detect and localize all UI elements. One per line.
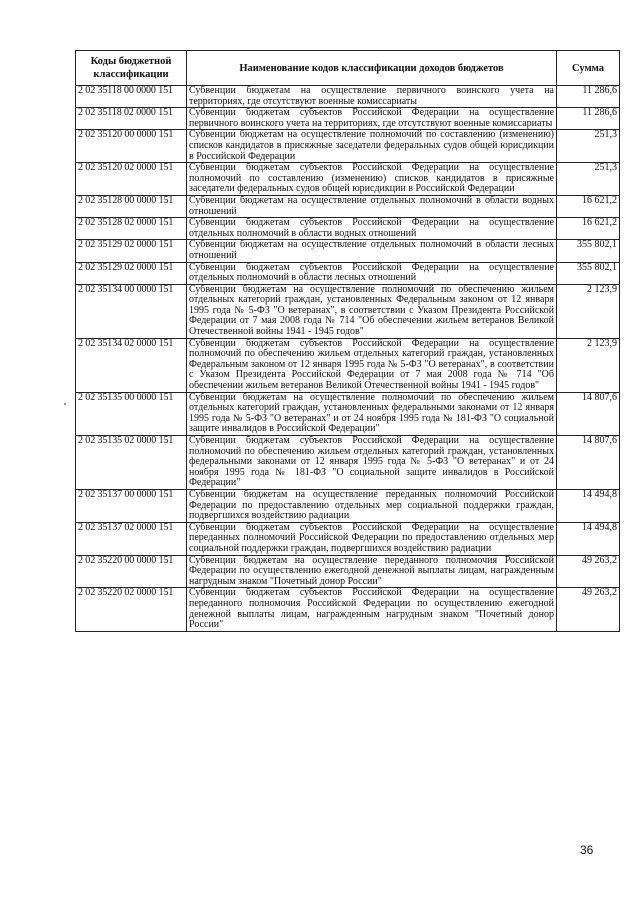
table-row <box>76 86 620 108</box>
row-sum: 251,3 <box>557 163 620 196</box>
row-name: Субвенции бюджетам на осуществление переданных полномочий Российской Федерации по предоставлению отдельных мер социальной поддержки граждан, подвергшихся воздействию радиации <box>187 489 557 522</box>
header-code: Коды бюджетной классификации <box>76 51 187 86</box>
row-code: 2 02 35135 02 0000 151 <box>76 436 187 490</box>
row-sum: 14 494,8 <box>557 489 620 522</box>
row-sum: 11 286,6 <box>557 86 620 108</box>
row-name: Субвенции бюджетам субъектов Российской Федерации на осуществление отдельных полномочий в области лесных отношений <box>187 262 557 284</box>
row-code: 2 02 35120 00 0000 151 <box>76 130 187 163</box>
page-number: 36 <box>580 843 594 857</box>
table-row <box>76 392 620 435</box>
row-name: Субвенции бюджетам субъектов Российской Федерации на осуществление первичного воинского учета на территориях, где отсутствуют военные комиссариаты <box>187 108 557 130</box>
row-code: 2 02 35128 02 0000 151 <box>76 218 187 240</box>
row-code: 2 02 35220 02 0000 151 <box>76 588 187 631</box>
row-sum: 14 807,6 <box>557 392 620 435</box>
row-name: Субвенции бюджетам на осуществление отдельных полномочий в области водных отношений <box>187 195 557 217</box>
table-row <box>76 130 620 163</box>
row-sum: 2 123,9 <box>557 338 620 392</box>
table-row <box>76 218 620 240</box>
row-sum: 11 286,6 <box>557 108 620 130</box>
row-name: Субвенции бюджетам субъектов Российской Федерации на осуществление полномочий по обеспечению жильем отдельных категорий граждан, установленных федеральными законами от 12 января 1995 года № 5-ФЗ "О ветеранах" и от 24 ноября 1995 года № 181-ФЗ "О социальной защите инвалидов в Российской Федерации" <box>187 436 557 490</box>
row-name: Субвенции бюджетам субъектов Российской Федерации на осуществление переданного полномочия Российской Федерации по осуществлению ежегодной денежной выплаты лицам, награжденным нагрудным знаком "Почетный донор России" <box>187 588 557 631</box>
row-name: Субвенции бюджетам на осуществление полномочий по обеспечению жильем отдельных категорий граждан, установленных федеральными законами от 12 января 1995 года № 5-ФЗ "О ветеранах" и от 24 ноября 1995 года № 181-ФЗ "О социальной защите инвалидов в Российской Федерации" <box>187 392 557 435</box>
row-sum: 14 807,6 <box>557 436 620 490</box>
row-code: 2 02 35120 02 0000 151 <box>76 163 187 196</box>
row-code: 2 02 35220 00 0000 151 <box>76 555 187 588</box>
row-code: 2 02 35118 02 0000 151 <box>76 108 187 130</box>
row-name: Субвенции бюджетам субъектов Российской Федерации на осуществление отдельных полномочий в области водных отношений <box>187 218 557 240</box>
table-row <box>76 195 620 217</box>
row-sum: 355 802,1 <box>557 240 620 262</box>
table-body <box>76 86 620 632</box>
row-sum: 251,3 <box>557 130 620 163</box>
row-sum: 2 123,9 <box>557 284 620 338</box>
table-row <box>76 588 620 631</box>
header-name: Наименование кодов классификации доходов бюджетов <box>187 51 557 86</box>
table-row <box>76 338 620 392</box>
row-code: 2 02 35134 00 0000 151 <box>76 284 187 338</box>
table-row <box>76 555 620 588</box>
row-name: Субвенции бюджетам субъектов Российской Федерации на осуществление полномочий по обеспечению жильем отдельных категорий граждан, установленных Федеральным законом от 12 января 1995 года № 5-ФЗ "О ветеранах", в соответствии с Указом Президента Российской Федерации от 7 мая 2008 года № 714 "Об обеспечении жильем ветеранов Великой Отечественной войны 1941 - 1945 годов" <box>187 338 557 392</box>
row-name: Субвенции бюджетам на осуществление отдельных полномочий в области лесных отношений <box>187 240 557 262</box>
table-header-row <box>76 51 620 86</box>
row-code: 2 02 35128 00 0000 151 <box>76 195 187 217</box>
table-row <box>76 240 620 262</box>
table-row <box>76 108 620 130</box>
table-row <box>76 284 620 338</box>
row-name: Субвенции бюджетам субъектов Российской Федерации на осуществление полномочий по составлению (изменению) списков кандидатов в присяжные заседатели федеральных судов общей юрисдикции в Российской Федерации <box>187 163 557 196</box>
row-name: Субвенции бюджетам субъектов Российской Федерации на осуществление переданных полномочий Российской Федерации по предоставлению отдельных мер социальной поддержки граждан, подвергшихся воздействию радиации <box>187 522 557 555</box>
budget-revenue-table <box>75 50 620 632</box>
row-code: 2 02 35129 02 0000 151 <box>76 262 187 284</box>
row-code: 2 02 35129 02 0000 151 <box>76 240 187 262</box>
table-row <box>76 436 620 490</box>
row-name: Субвенции бюджетам на осуществление полномочий по обеспечению жильем отдельных категорий граждан, установленных Федеральным законом от 12 января 1995 года № 5-ФЗ "О ветеранах", в соответствии с Указом Президента Российской Федерации от 7 мая 2008 года № 714 "Об обеспечении жильем ветеранов Великой Отечественной войны 1941 - 1945 годов" <box>187 284 557 338</box>
table-row <box>76 489 620 522</box>
row-code: 2 02 35135 00 0000 151 <box>76 392 187 435</box>
scan-speck <box>64 403 66 405</box>
row-code: 2 02 35137 00 0000 151 <box>76 489 187 522</box>
table-row <box>76 163 620 196</box>
row-code: 2 02 35137 02 0000 151 <box>76 522 187 555</box>
row-name: Субвенции бюджетам на осуществление полномочий по составлению (изменению) списков кандидатов в присяжные заседатели федеральных судов общей юрисдикции в Российской Федерации <box>187 130 557 163</box>
row-name: Субвенции бюджетам на осуществление первичного воинского учета на территориях, где отсутствуют военные комиссариаты <box>187 86 557 108</box>
row-sum: 16 621,2 <box>557 195 620 217</box>
row-sum: 16 621,2 <box>557 218 620 240</box>
header-sum: Сумма <box>557 51 620 86</box>
row-code: 2 02 35118 00 0000 151 <box>76 86 187 108</box>
row-sum: 14 494,8 <box>557 522 620 555</box>
row-code: 2 02 35134 02 0000 151 <box>76 338 187 392</box>
row-sum: 355 802,1 <box>557 262 620 284</box>
table-row <box>76 522 620 555</box>
row-name: Субвенции бюджетам на осуществление переданного полномочия Российской Федерации по осуществлению ежегодной денежной выплаты лицам, награжденным нагрудным знаком "Почетный донор России" <box>187 555 557 588</box>
row-sum: 49 263,2 <box>557 555 620 588</box>
table-row <box>76 262 620 284</box>
row-sum: 49 263,2 <box>557 588 620 631</box>
